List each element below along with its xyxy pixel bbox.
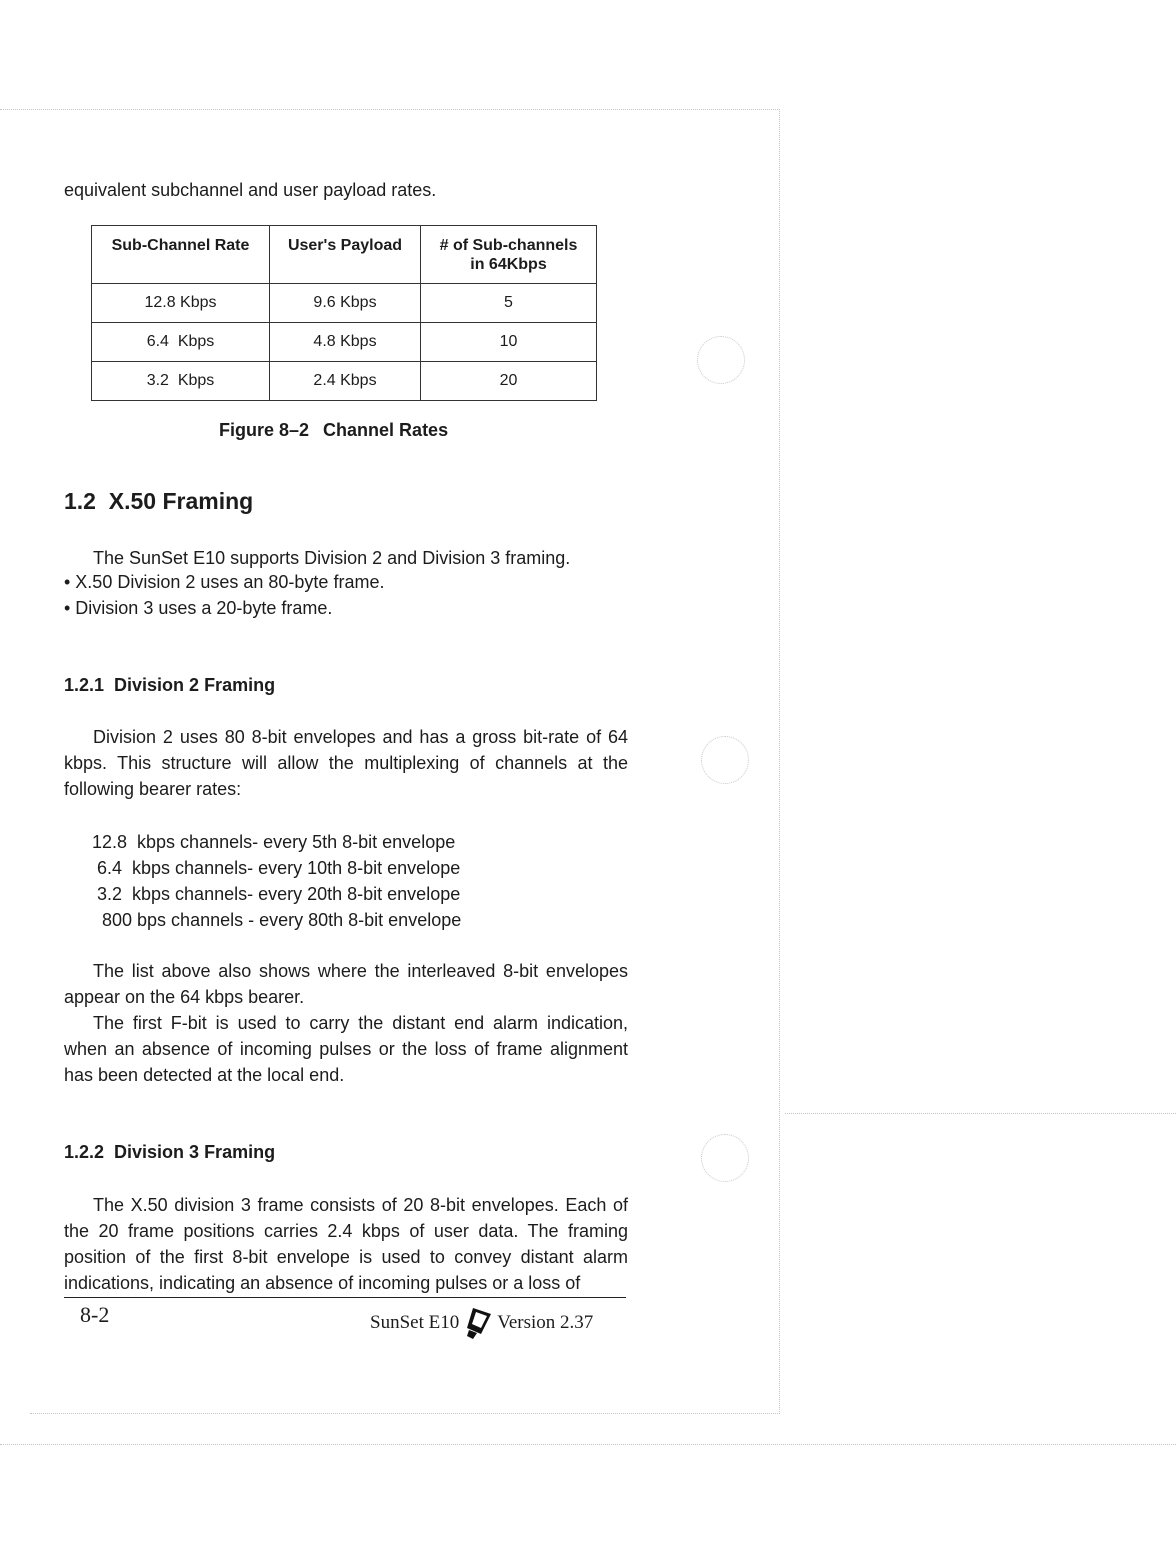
header-sub-channels-line1: # of Sub-channels <box>439 237 578 254</box>
scan-border-lower <box>0 1444 1176 1445</box>
scan-border-bottom <box>30 1413 780 1414</box>
table-row <box>92 362 597 401</box>
figure-title: Channel Rates <box>323 420 449 440</box>
channel-rates-table <box>91 225 597 401</box>
punch-hole-bottom <box>701 1134 749 1182</box>
bearer-rate-list <box>92 829 461 933</box>
header-sub-channel-rate: Sub-Channel Rate <box>92 226 270 284</box>
footer-title <box>370 1306 593 1340</box>
section-heading: 1.2 X.50 Framing <box>64 488 254 514</box>
subsection-heading-div3: 1.2.2 Division 3 Framing <box>64 1142 276 1162</box>
list-item: 6.4 kbps channels- every 10th 8-bit envelope <box>92 858 461 878</box>
table-cell: 20 <box>421 362 597 401</box>
table-cell: 12.8 Kbps <box>92 284 270 323</box>
table-cell: 10 <box>421 323 597 362</box>
footer-version: Version 2.37 <box>497 1312 594 1333</box>
bullet-item: • X.50 Division 2 uses an 80-byte frame. <box>64 572 385 592</box>
list-item: 12.8 kbps channels- every 5th 8-bit envelope <box>92 832 456 852</box>
table-cell: 6.4 Kbps <box>92 323 270 362</box>
table-header-row <box>92 226 597 284</box>
header-users-payload: User's Payload <box>270 226 421 284</box>
footer-product: SunSet E10 <box>370 1312 460 1333</box>
header-sub-channels-line2: in 64Kbps <box>470 256 547 273</box>
div2-paragraph-2: The list above also shows where the interleaved 8-bit envelopes appear on the 64 kbps bearer. <box>64 961 628 1007</box>
punch-hole-top <box>697 336 745 384</box>
intro-text: equivalent subchannel and user payload rates. <box>64 180 437 200</box>
sunset-logo-icon <box>463 1306 493 1340</box>
scan-border-side <box>785 1113 1176 1114</box>
div2-paragraph-3: The first F-bit is used to carry the distant end alarm indication, when an absence of incoming pulses or the loss of frame alignment has been detected at the local end. <box>64 1013 628 1085</box>
table-cell: 9.6 Kbps <box>270 284 421 323</box>
table-row <box>92 284 597 323</box>
scan-border-top <box>0 109 780 110</box>
page-number: 8-2 <box>80 1302 110 1327</box>
bullet-item: • Division 3 uses a 20-byte frame. <box>64 598 333 618</box>
list-item: 800 bps channels - every 80th 8-bit envelope <box>92 910 462 930</box>
list-item: 3.2 kbps channels- every 20th 8-bit envelope <box>92 884 461 904</box>
div2-paragraph-1: Division 2 uses 80 8-bit envelopes and has a gross bit-rate of 64 kbps. This structure will allow the multiplexing of channels at the following bearer rates: <box>64 727 628 799</box>
table-cell: 4.8 Kbps <box>270 323 421 362</box>
div3-paragraph-1: The X.50 division 3 frame consists of 20 8-bit envelopes. Each of the 20 frame positions carries 2.4 kbps of user data. The framing position of the first 8-bit envelope is used to convey distant alarm indications, indicating an absence of incoming pulses or a loss of <box>64 1195 628 1293</box>
footer-rule <box>64 1297 626 1298</box>
punch-hole-middle <box>701 736 749 784</box>
figure-caption <box>219 420 448 441</box>
subsection-heading-div2: 1.2.1 Division 2 Framing <box>64 675 276 695</box>
table-cell: 2.4 Kbps <box>270 362 421 401</box>
figure-number: Figure 8–2 <box>219 420 310 440</box>
table-row <box>92 323 597 362</box>
header-sub-channels <box>421 226 597 284</box>
table-cell: 5 <box>421 284 597 323</box>
scan-border-right <box>779 109 780 1414</box>
table-cell: 3.2 Kbps <box>92 362 270 401</box>
section-intro: The SunSet E10 supports Division 2 and Division 3 framing. <box>93 548 571 568</box>
